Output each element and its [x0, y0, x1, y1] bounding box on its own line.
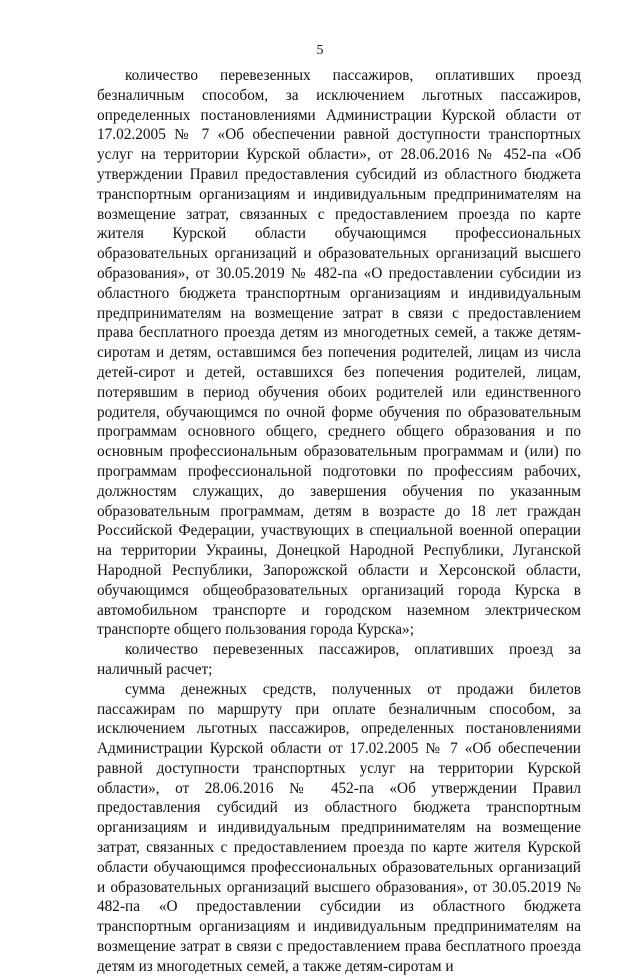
paragraph-passenger-count-cash: количество перевезенных пассажиров, оплативших проезд за наличный расчет;: [97, 641, 581, 678]
paragraph-passenger-count-cashless: количество перевезенных пассажиров, оплативших проезд безналичным способом, за исключением льготных пассажиров, определенных постановлениями Администрации Курской области от 17.02.2005 № 7 «Об обеспечении равной доступности транспортных услуг на территории Курской области», от 28.06.2016 № 452-па «Об утверждении Правил предоставления субсидий из областного бюджета транспортным организациям и индивидуальным предпринимателям на возмещение затрат, связанных с предоставлением проезда по карте жителя Курской области обучающимся профессиональных образовательных организаций и образовательных организаций высшего образования», от 30.05.2019 № 482-па «О предоставлении субсидии из областного бюджета транспортным организациям и индивидуальным предпринимателям на возмещение затрат в связи с предоставлением права бесплатного проезда детям из многодетных семей, а также детям-сиротам и детям, оставшимся без попечения родителей, лицам из числа детей-сирот и детей, оставшихся без попечения родителей, лицам, потерявшим в период обучения обоих родителей или единственного родителя, обучающимся по очной форме обучения по образовательным программам основного общего, среднего общего образования и по основным профессиональным образовательным программам и (или) по программам профессиональной подготовки по профессиям рабочих, должностям служащих, до завершения обучения по указанным образовательным программам, детям в возрасте до 18 лет граждан Российской Федерации, участвующих в специальной военной операции на территории Украины, Донецкой Народной Республики, Луганской Народной Республики, Запорожской области и Херсонской области, обучающимся общеобразовательных организаций города Курска в автомобильном транспорте и городском наземном электрическом транспорте общего пользования города Курска»;: [97, 67, 581, 639]
page-number: 5: [316, 43, 324, 58]
document-body: [97, 66, 581, 977]
paragraph-ticket-revenue: сумма денежных средств, полученных от продажи билетов пассажирам по маршруту при оплате безналичным способом, за исключением льготных пассажиров, определенных постановлениями Администрации Курской области от 17.02.2005 № 7 «Об обеспечении равной доступности транспортных услуг на территории Курской области», от 28.06.2016 № 452-па «Об утверждении Правил предоставления субсидий из областного бюджета транспортным организациям и индивидуальным предпринимателям на возмещение затрат, связанных с предоставлением проезда по карте жителя Курской области обучающимся профессиональных образовательных организаций и образовательных организаций высшего образования», от 30.05.2019 № 482-па «О предоставлении субсидии из областного бюджета транспортным организациям и индивидуальным предпринимателям на возмещение затрат в связи с предоставлением права бесплатного проезда детям из многодетных семей, а также детям-сиротам и: [97, 680, 581, 975]
